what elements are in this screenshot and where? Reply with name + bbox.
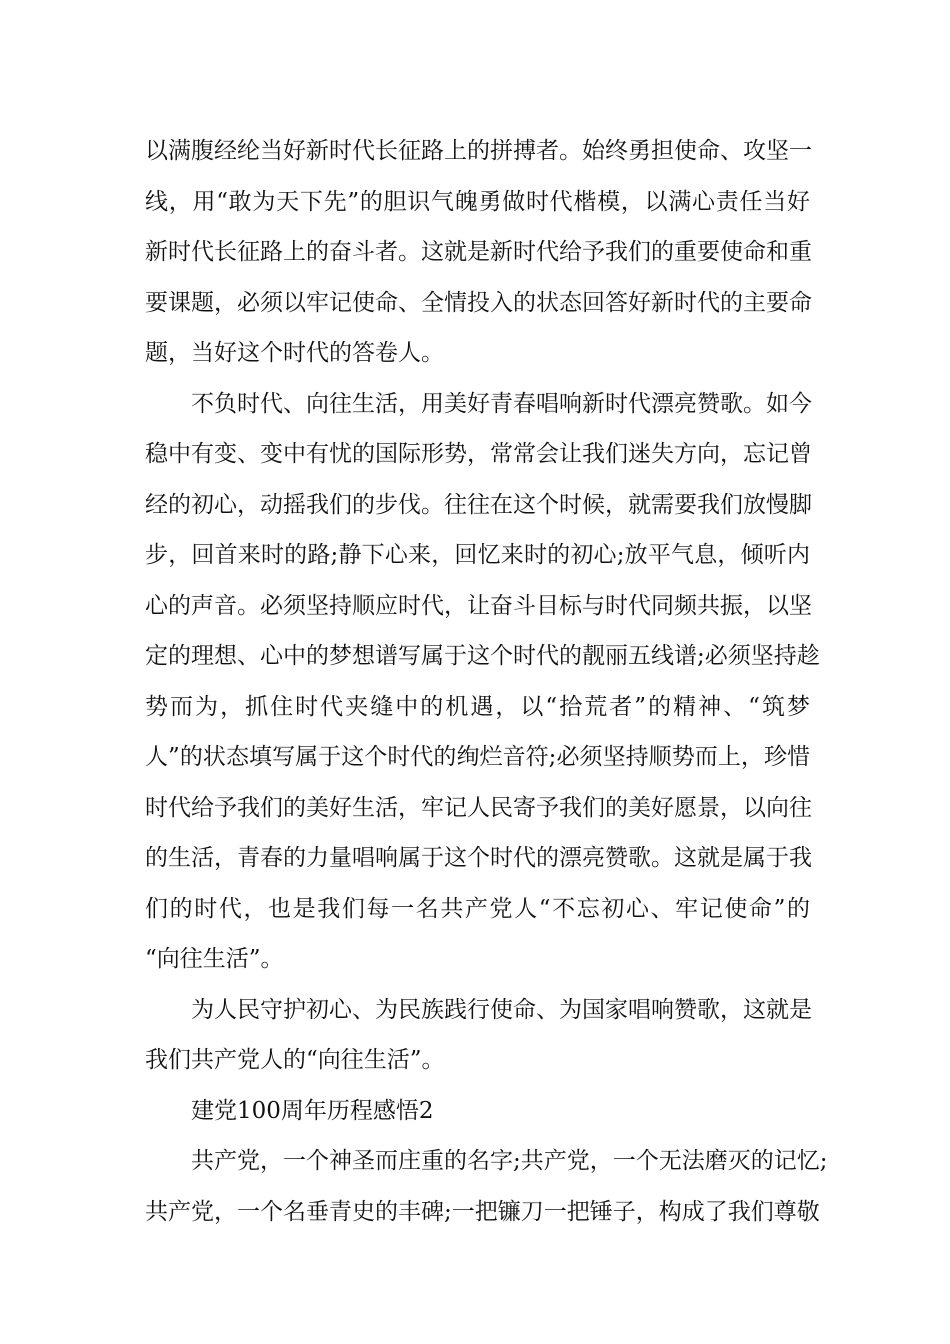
text-line: 步，回首来时的路;静下心来，回忆来时的初心;放平气息，倾听内 bbox=[145, 542, 810, 568]
text-line: 稳中有变、变中有忧的国际形势，常常会让我们迷失方向，忘记曾 bbox=[145, 441, 812, 467]
section-heading: 建党100周年历程感悟2 bbox=[191, 1097, 434, 1124]
text-line: 的生活，青春的力量唱响属于这个时代的漂亮赞歌。这就是属于我 bbox=[145, 845, 812, 871]
text-line: “向往生活”。 bbox=[145, 946, 284, 972]
text-line: 线，用“敢为天下先”的胆识气魄勇做时代楷模，以满心责任当好 bbox=[145, 188, 810, 215]
text-line: 以满腹经纶当好新时代长征路上的拼搏者。始终勇担使命、攻坚一 bbox=[145, 138, 812, 164]
text-line: 共产党，一个名垂青史的丰碑;一把镰刀一把锤子，构成了我们尊敬 bbox=[145, 1198, 820, 1225]
text-line: 题，当好这个时代的答卷人。 bbox=[145, 340, 444, 366]
text-line: 定的理想、心中的梦想谱写属于这个时代的靓丽五线谱;必须坚持趁 bbox=[145, 643, 820, 669]
paragraph-first-line: 共产党，一个神圣而庄重的名字;共产党，一个无法磨灭的记忆; bbox=[191, 1148, 828, 1174]
paragraph-first-line: 为人民守护初心、为民族践行使命、为国家唱响赞歌，这就是 bbox=[191, 996, 812, 1023]
text-line: 心的声音。必须坚持顺应时代，让奋斗目标与时代同频共振，以坚 bbox=[145, 592, 812, 619]
text-line: 要课题，必须以牢记使命、全情投入的状态回答好新时代的主要命 bbox=[145, 289, 812, 316]
paragraph-first-line: 不负时代、向往生活，用美好青春唱响新时代漂亮赞歌。如今 bbox=[191, 390, 812, 417]
text-line: 们的时代，也是我们每一名共产党人“不忘初心、牢记使命”的 bbox=[145, 895, 810, 922]
text-line: 势而为，抓住时代夹缝中的机遇，以“拾荒者”的精神、“筑梦 bbox=[145, 693, 810, 720]
document-body bbox=[145, 126, 828, 1237]
text-line: 人”的状态填写属于这个时代的绚烂音符;必须坚持顺势而上，珍惜 bbox=[145, 744, 810, 770]
text-line: 我们共产党人的“向往生活”。 bbox=[145, 1047, 445, 1073]
text-line: 经的初心，动摇我们的步伐。往往在这个时候，就需要我们放慢脚 bbox=[145, 491, 812, 518]
text-line: 时代给予我们的美好生活，牢记人民寄予我们的美好愿景，以向往 bbox=[145, 794, 812, 821]
text-line: 新时代长征路上的奋斗者。这就是新时代给予我们的重要使命和重 bbox=[145, 239, 812, 265]
